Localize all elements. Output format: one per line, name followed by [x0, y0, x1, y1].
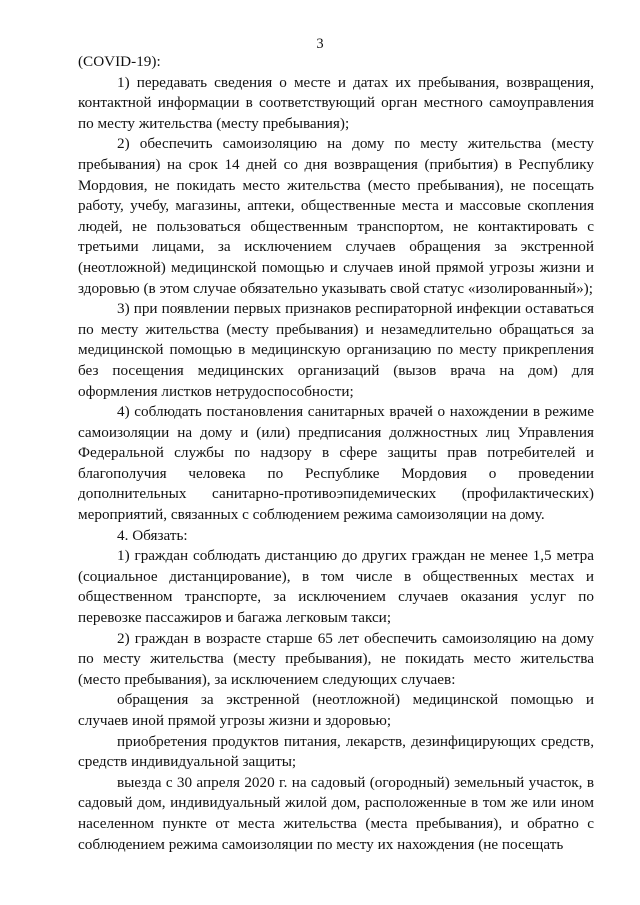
page-number: 3	[316, 36, 324, 52]
paragraph: 2) граждан в возрасте старше 65 лет обеспечить самоизоляцию на дому по месту жительства (месту пребывания), не покидать место жительства (место пребывания), за исключением следующих случаев:	[78, 629, 594, 688]
paragraph: (COVID-19):	[78, 53, 161, 70]
section-heading: 4. Обязать:	[117, 526, 188, 544]
paragraph: 1) граждан соблюдать дистанцию до других граждан не менее 1,5 метра (социальное дистанцирование), в том числе в общественных местах и общественном транспорте, за исключением случаев оказания услуг по перевозке пассажиров и багажа легковым такси;	[78, 547, 594, 627]
paragraph: обращения за экстренной (неотложной) медицинской помощью и случаев иной прямой угрозы жизни и здоровью;	[78, 691, 594, 729]
paragraph: 2) обеспечить самоизоляцию на дому по месту жительства (месту пребывания) на срок 14 дней со дня возвращения (прибытия) в Республику Мордовия, не покидать место жительства (место пребывания), не посещать работу, учебу, магазины, аптеки, общественные места и массовые скопления людей, не пользоваться общественным транспортом, не контактировать с третьими лицами, за исключением случаев обращения за экстренной (неотложной) медицинской помощью и случаев иной прямой угрозы жизни и здоровью (в этом случае обязательно указывать свой статус «изолированный»);	[78, 135, 594, 297]
paragraph: выезда с 30 апреля 2020 г. на садовый (огородный) земельный участок, в садовый дом, индивидуальный жилой дом, расположенные в том же или ином населенном пункте от места жительства (места пребывания), и обратно с соблюдением режима самоизоляции по месту их нахождения (не посещать	[78, 773, 594, 853]
paragraph: 3) при появлении первых признаков респираторной инфекции оставаться по месту жительства (месту пребывания) и незамедлительно обращаться за медицинской помощью в медицинскую организацию по месту прикрепления без посещения медицинских организаций (вызов врача на дом) для оформления листков нетрудоспособности;	[78, 300, 594, 400]
paragraph: приобретения продуктов питания, лекарств, дезинфицирующих средств, средств индивидуальной защиты;	[78, 732, 594, 771]
paragraph: 1) передавать сведения о месте и датах их пребывания, возвращения, контактной информации в соответствующий орган местного самоуправления по месту жительства (месту пребывания);	[78, 73, 594, 132]
document-body	[78, 52, 594, 855]
paragraph: 4) соблюдать постановления санитарных врачей о нахождении в режиме самоизоляции на дому и (или) предписания должностных лиц Управления Федеральной службы по надзору в сфере защиты прав потребителей и благополучия человека по Республике Мордовия о проведении дополнительных санитарно-противоэпидемических (профилактических) мероприятий, связанных с соблюдением режима самоизоляции на дому.	[78, 403, 594, 524]
